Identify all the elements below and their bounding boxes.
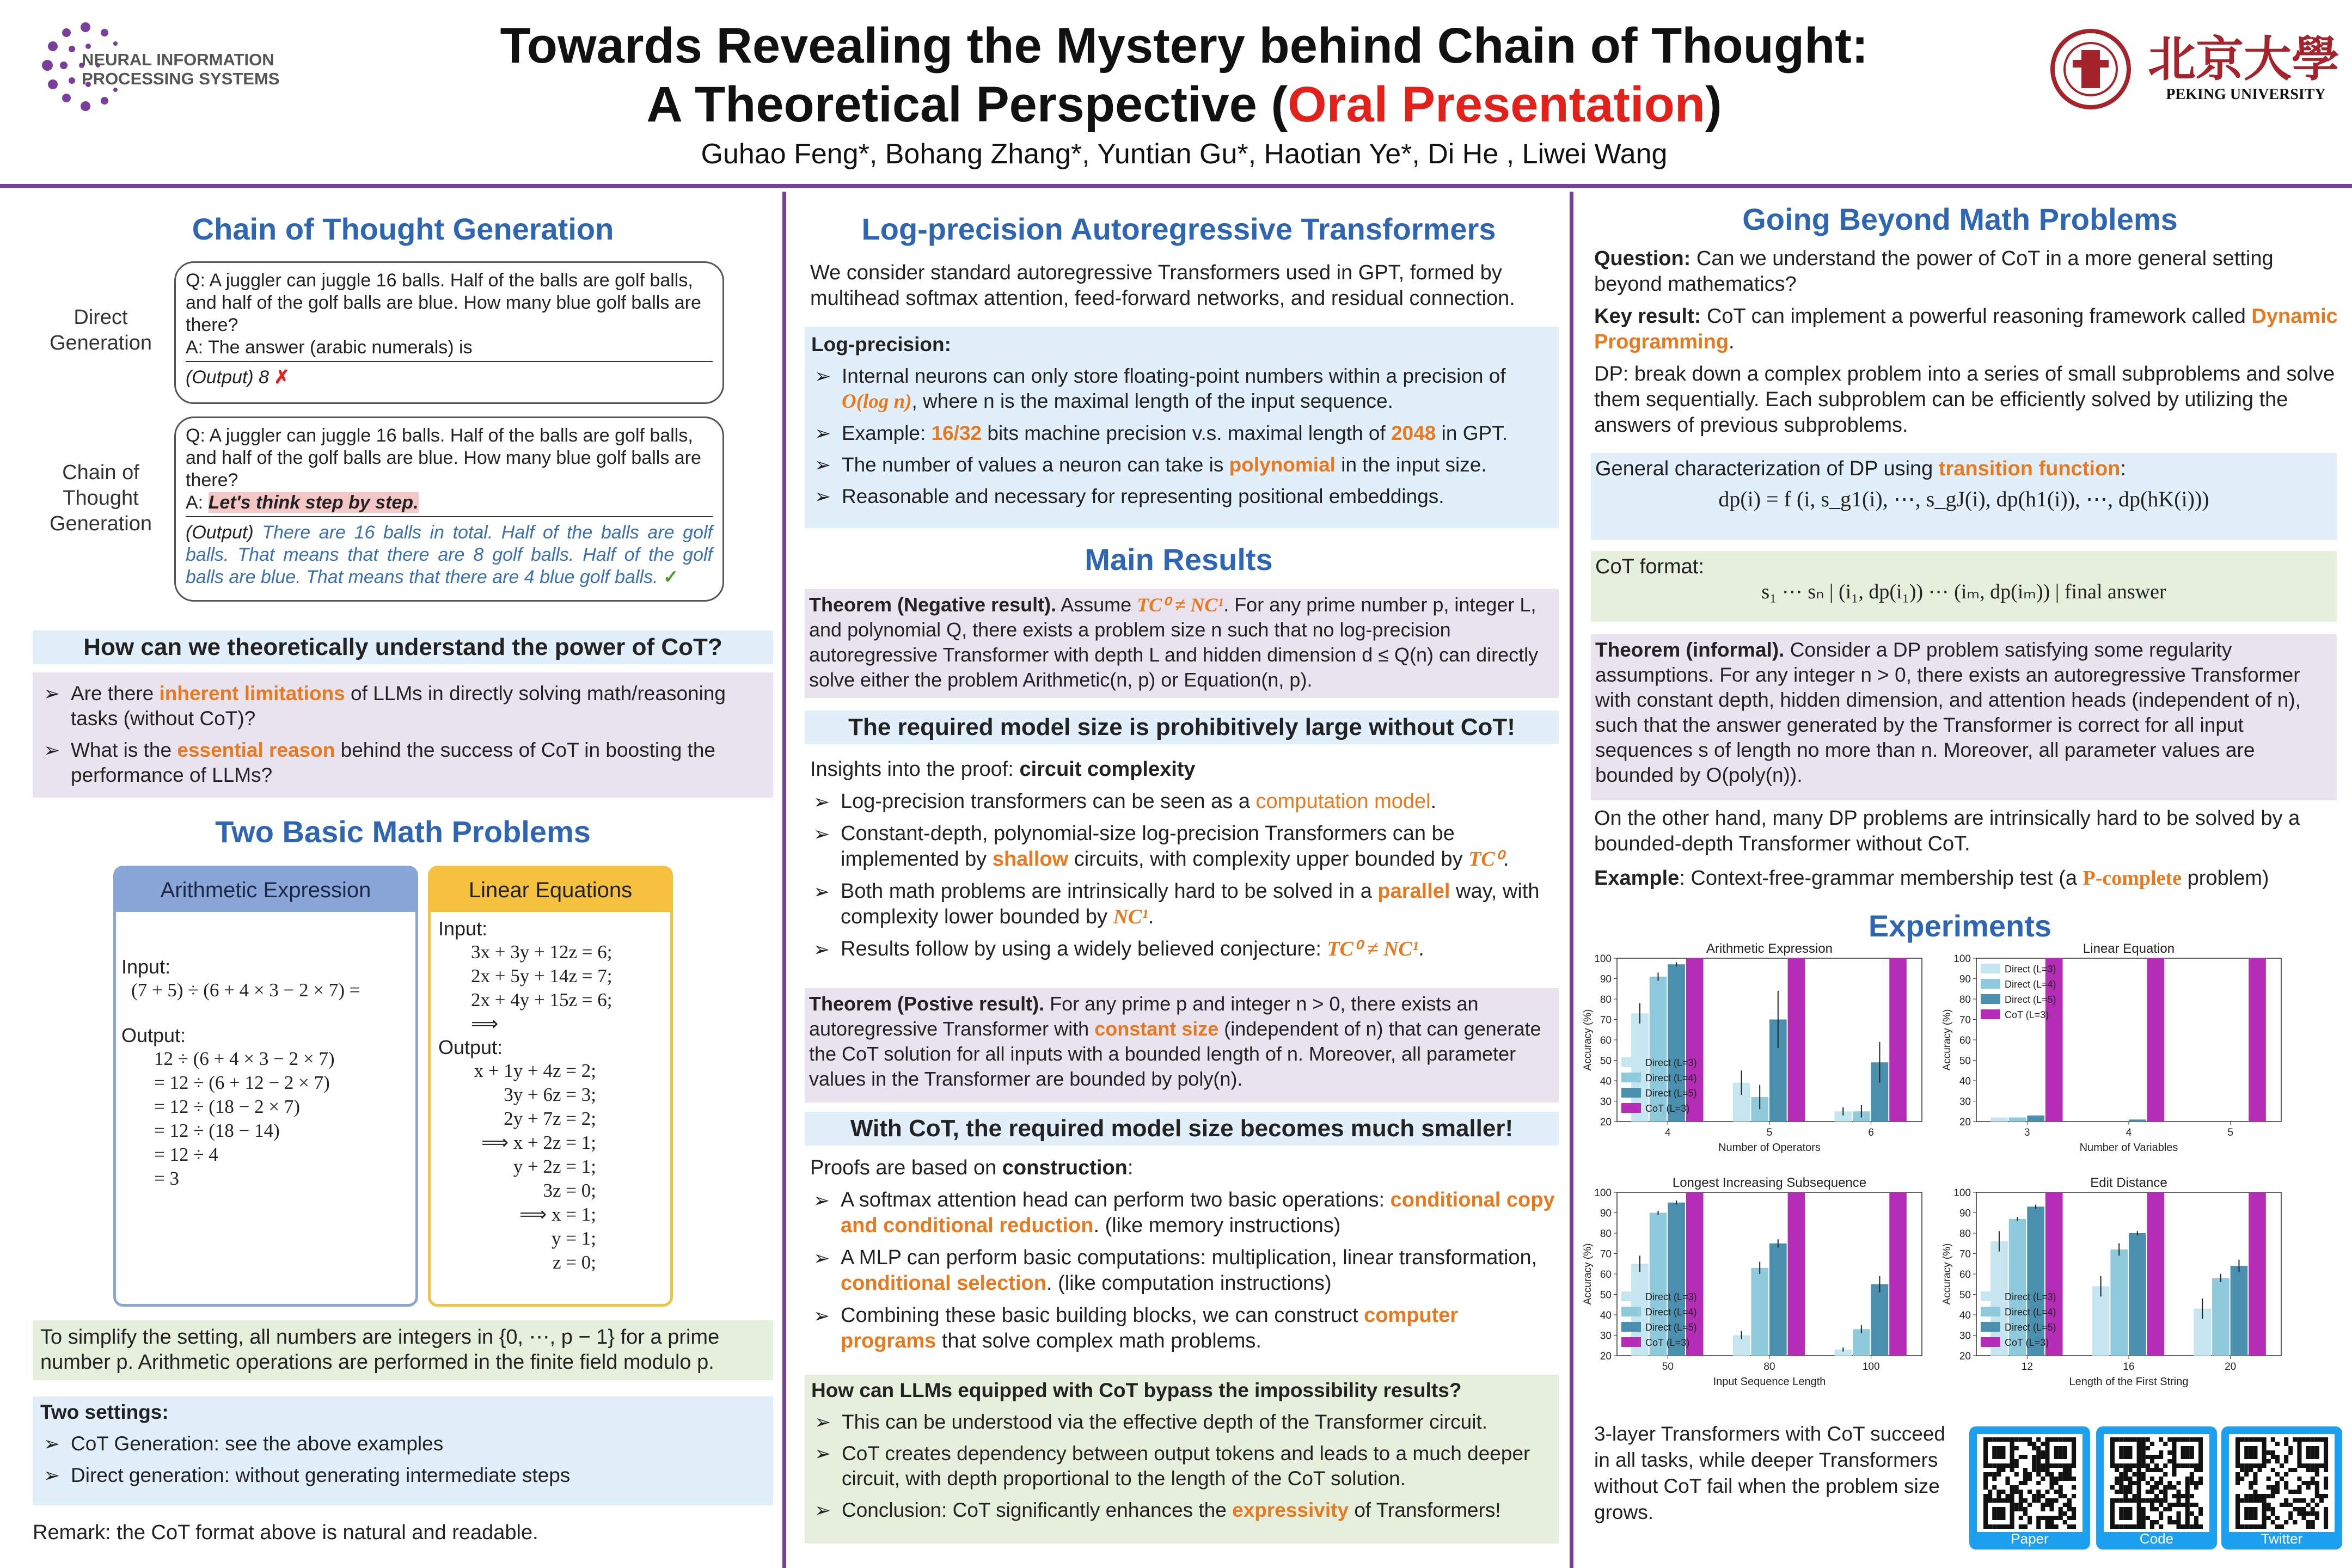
chart-arithmetic-expression <box>1579 942 1960 1171</box>
cot-generation-label: Chain of Thought Generation <box>49 461 152 535</box>
qr-code-icon <box>1977 1434 2082 1532</box>
log-precision-box <box>805 327 1559 528</box>
chart-title: Linear Equation <box>2082 942 2175 956</box>
bar <box>2147 1192 2165 1356</box>
y-tick-label: 20 <box>1600 1351 1612 1362</box>
x-axis-label: Number of Operators <box>1718 1142 1821 1154</box>
y-tick-label: 30 <box>1959 1096 1971 1108</box>
bar <box>2027 1206 2044 1356</box>
bar <box>2129 1233 2146 1356</box>
transition-function-box: General characterization of DP using transition function: dp(i) = f (i, s_g1(i), ⋯, s_gJ(i), dp(h1(i)), ⋯, dp(hK(i))) <box>1591 453 2337 540</box>
chart-longest-increasing-subsequence <box>1579 1176 1960 1405</box>
experiments-summary: 3-layer Transformers with CoT succeed in all tasks, while deeper Transformers without CoT fail when the problem size grows. <box>1594 1423 1945 1523</box>
lets-think-highlight: Let's think step by step. <box>208 492 419 513</box>
y-tick-label: 20 <box>1600 1117 1612 1128</box>
qr-code-icon <box>2104 1434 2209 1532</box>
remark: Remark: the CoT format above is natural and readable. <box>33 1521 538 1544</box>
x-axis-label: Length of the First String <box>2069 1376 2189 1388</box>
list-item: ➢ Direct generation: without generating intermediate steps <box>40 1463 765 1488</box>
cot-format-box: CoT format: s₁ ⋯ sₙ | (i₁, dp(i₁)) ⋯ (iₘ, dp(iₘ)) | final answer <box>1591 551 2337 622</box>
how-understand-box <box>33 672 773 798</box>
x-tick-label: 5 <box>1766 1127 1773 1138</box>
legend-label: Direct (L=3) <box>1645 1291 1697 1302</box>
qr-code-repo[interactable]: Code <box>2096 1426 2217 1549</box>
cot-question: Q: A juggler can juggle 16 balls. Half of the balls are golf balls, and half of the golf balls are blue. How many blue golf balls are there? <box>186 425 701 491</box>
x-tick-label: 5 <box>2227 1127 2233 1138</box>
column-divider-1 <box>782 192 786 1568</box>
cot-answer-prompt: A: Let's think step by step. <box>186 492 713 517</box>
list-item: ➢ Both math problems are intrinsically hard to be solved in a parallel way, with complexity lower bounded by NC¹. <box>810 879 1556 930</box>
y-tick-label: 60 <box>1959 1035 1971 1046</box>
y-tick-label: 20 <box>1959 1117 1971 1128</box>
cot-generation-box <box>174 416 724 602</box>
y-tick-label: 50 <box>1600 1289 1612 1301</box>
list-item: ➢ The number of values a neuron can take is polynomial in the input size. <box>811 452 1552 477</box>
bar <box>2147 958 2165 1122</box>
y-tick-label: 40 <box>1600 1076 1612 1087</box>
dp-hard-note: On the other hand, many DP problems are intrinsically hard to be solved by a bounded-depth Transformer without CoT. <box>1594 807 2300 855</box>
y-axis-label: Accuracy (%) <box>1941 1009 1953 1071</box>
y-tick-label: 90 <box>1600 1208 1612 1220</box>
y-tick-label: 80 <box>1959 1228 1971 1240</box>
two-settings-box <box>33 1396 773 1505</box>
bar <box>2231 1266 2248 1356</box>
legend-swatch <box>1981 1322 2000 1332</box>
beyond-math-title: Going Beyond Math Problems <box>1742 202 2178 236</box>
legend-swatch <box>1981 1291 2000 1301</box>
qr-paper[interactable]: Paper <box>1969 1426 2090 1549</box>
bypass-box <box>805 1375 1559 1543</box>
y-tick-label: 80 <box>1600 994 1612 1006</box>
legend-label: Direct (L=4) <box>1645 1307 1697 1318</box>
how-understand-heading: How can we theoretically understand the power of CoT? <box>33 630 773 664</box>
bar <box>2249 958 2266 1122</box>
chart-title: Edit Distance <box>2090 1176 2167 1190</box>
poster-header <box>0 0 2352 188</box>
legend-label: CoT (L=3) <box>2005 1337 2049 1348</box>
qr-code-icon <box>2229 1434 2335 1532</box>
proofs-box: Proofs are based on construction: ➢ A softmax attention head can perform two basic operations: conditional copy and conditional reduction. (like memory instructions) ➢ A MLP can perform basic computations: multiplication, linear transformation, conditional selection. (like computation instructions) ➢ Combining these basic building blocks, we can construct computer programs that solve complex math problems. <box>810 1155 1556 1354</box>
much-smaller-heading: With CoT, the required model size becomes much smaller! <box>805 1112 1559 1146</box>
x-tick-label: 4 <box>1665 1127 1671 1138</box>
title-line-2: A Theoretical Perspective (Oral Presentation) <box>646 77 1722 132</box>
peking-university-seal-icon <box>2050 28 2132 110</box>
bar <box>1889 1192 1907 1356</box>
x-axis-label: Number of Variables <box>2079 1142 2178 1154</box>
x-tick-label: 3 <box>2024 1127 2030 1138</box>
legend-swatch <box>1621 1103 1641 1113</box>
y-tick-label: 100 <box>1953 1187 1971 1199</box>
chart-linear-equation <box>1938 942 2319 1171</box>
negative-theorem-box: Theorem (Negative result). Assume TC⁰ ≠ NC¹. For any prime number p, integer L, and polynomial Q, there exists a problem size n such that no log-precision autoregressive Transformer with depth L and hidden dimension d ≤ Q(n) can directly solve either the problem Arithmetic(n, p) or Equation(n, p). <box>805 589 1559 698</box>
log-precision-title: Log-precision Autoregressive Transformers <box>861 212 1496 246</box>
legend-label: Direct (L=5) <box>1645 1322 1697 1333</box>
legend-label: CoT (L=3) <box>1645 1337 1690 1348</box>
experiments-title: Experiments <box>1868 909 2052 943</box>
bypass-title: How can LLMs equipped with CoT bypass the impossibility results? <box>811 1379 1462 1401</box>
oral-presentation-label: Oral Presentation <box>1288 77 1705 132</box>
legend-swatch <box>1981 964 2000 973</box>
legend-label: CoT (L=3) <box>2005 1009 2049 1020</box>
legend-swatch <box>1621 1088 1641 1098</box>
linear-content: Input: 3x + 3y + 12z = 6; 2x + 5y + 14z = 7; 2x + 4y + 15z = 6; ⟹ Output: x + 1y + 4z = 2; 3y + 6z = 3; 2y + 7z = 2; ⟹ x + 2z = 1; y + 2z = 1; 3z = 0; ⟹ x = 1; y = 1; z = 0; <box>431 912 670 1275</box>
list-item: ➢ Conclusion: CoT significantly enhances the expressivity of Transformers! <box>811 1498 1552 1523</box>
bar <box>1889 958 1907 1122</box>
bar <box>2027 1116 2044 1122</box>
legend-label: Direct (L=3) <box>2005 964 2056 975</box>
check-icon: ✓ <box>663 567 679 587</box>
y-tick-label: 30 <box>1600 1330 1612 1342</box>
bar <box>1788 958 1805 1122</box>
y-tick-label: 90 <box>1959 973 1971 985</box>
direct-answer-prompt: A: The answer (arabic numerals) is <box>186 336 713 362</box>
direct-question: Q: A juggler can juggle 16 balls. Half of the balls are golf balls, and half of the golf balls are blue. How many blue golf balls are there? <box>186 270 701 335</box>
list-item: ➢ What is the essential reason behind the success of CoT in boosting the performance of LLMs? <box>40 738 765 788</box>
legend-label: Direct (L=5) <box>2005 1322 2056 1333</box>
title-line-1: Towards Revealing the Mystery behind Chain of Thought: <box>500 18 1869 74</box>
list-item: ➢ CoT Generation: see the above examples <box>40 1431 765 1456</box>
y-tick-label: 30 <box>1600 1096 1612 1108</box>
x-tick-label: 50 <box>1662 1361 1674 1373</box>
y-tick-label: 100 <box>1594 953 1612 965</box>
list-item: ➢ Example: 16/32 bits machine precision v.s. maximal length of 2048 in GPT. <box>811 421 1552 446</box>
y-tick-label: 70 <box>1600 1248 1612 1260</box>
y-tick-label: 70 <box>1959 1014 1971 1026</box>
legend-label: CoT (L=3) <box>1645 1103 1690 1114</box>
cross-icon: ✗ <box>274 367 290 388</box>
y-tick-label: 40 <box>1959 1076 1971 1087</box>
bar <box>2129 1119 2146 1122</box>
linear-equations-box <box>428 866 673 1307</box>
list-item: ➢ Results follow by using a widely believed conjecture: TC⁰ ≠ NC¹. <box>810 936 1556 962</box>
arithmetic-content: Input: (7 + 5) ÷ (6 + 4 × 3 − 2 × 7) = Output: 12 ÷ (6 + 4 × 3 − 2 × 7) = 12 ÷ (6 + 12 − 2 × 7) = 12 ÷ (18 − 2 × 7) = 12 ÷ (18 − 14) = 12 ÷ 4 = 3 <box>116 912 415 1191</box>
bar <box>2212 1278 2230 1356</box>
x-axis-label: Input Sequence Length <box>1713 1376 1826 1388</box>
legend-label: Direct (L=5) <box>1645 1088 1697 1099</box>
chart-edit-distance <box>1938 1176 2319 1405</box>
qr-twitter[interactable]: Twitter <box>2221 1426 2342 1549</box>
legend-label: Direct (L=4) <box>2005 1307 2056 1318</box>
legend-label: Direct (L=4) <box>2005 979 2056 990</box>
direct-generation-label: Direct Generation <box>49 306 152 354</box>
list-item: ➢ A softmax attention head can perform two basic operations: conditional copy and conditional reduction. (like memory instructions) <box>810 1187 1556 1239</box>
positive-theorem-box: Theorem (Postive result). For any prime p and integer n > 0, there exists an autoregressive Transformer with constant size (independent of n) that can generate the CoT solution for all inputs with a bounded length of n. Moreover, all parameter values in the Transformer are bounded by poly(n). <box>805 988 1559 1102</box>
y-axis-label: Accuracy (%) <box>1582 1009 1594 1071</box>
y-tick-label: 40 <box>1959 1310 1971 1321</box>
bar <box>2092 1287 2110 1356</box>
cot-format-formula: s₁ ⋯ sₙ | (i₁, dp(i₁)) ⋯ (iₘ, dp(iₘ)) | final answer <box>1761 580 2166 603</box>
x-tick-label: 80 <box>1763 1361 1775 1373</box>
legend-swatch <box>1621 1057 1641 1067</box>
bar <box>2009 1219 2026 1356</box>
log-precision-intro: We consider standard autoregressive Transformers used in GPT, formed by multihead softmax attention, feed-forward networks, and residual connection. <box>810 261 1515 310</box>
x-tick-label: 16 <box>2123 1361 2135 1373</box>
list-item: ➢ CoT creates dependency between output tokens and leads to a much deeper circuit, with depth proportional to the length of the CoT solution. <box>811 1441 1552 1491</box>
two-problems-title: Two Basic Math Problems <box>215 814 591 849</box>
y-axis-label: Accuracy (%) <box>1582 1243 1594 1305</box>
legend-swatch <box>1621 1073 1641 1082</box>
linear-equations-header: Linear Equations <box>431 868 670 912</box>
main-results-title: Main Results <box>1085 542 1273 577</box>
x-tick-label: 20 <box>2225 1361 2237 1373</box>
legend-swatch <box>1981 994 2000 1004</box>
log-precision-box-title: Log-precision: <box>811 333 951 356</box>
peking-university-chinese: 北京大學 <box>2148 30 2340 87</box>
legend-swatch <box>1621 1291 1641 1301</box>
y-tick-label: 70 <box>1600 1014 1612 1026</box>
bar <box>1751 1268 1768 1356</box>
y-tick-label: 80 <box>1959 994 1971 1006</box>
two-settings-title: Two settings: <box>40 1401 169 1423</box>
y-tick-label: 60 <box>1600 1035 1612 1046</box>
legend-swatch <box>1981 1307 2000 1316</box>
y-tick-label: 80 <box>1600 1228 1612 1240</box>
direct-output: (Output) 8 ✗ <box>186 367 290 388</box>
y-tick-label: 70 <box>1959 1248 1971 1260</box>
beyond-intro: Question: Can we understand the power of CoT in a more general setting beyond mathematics? Key result: CoT can implement a powerful reasoning framework called Dynamic Programming. DP: break down a complex problem into a series of small subproblems and solve them sequentially. Each subproblem can be efficiently solved by utilizing the answers of previous subproblems. <box>1594 246 2345 438</box>
legend-swatch <box>1621 1307 1641 1316</box>
legend-swatch <box>1981 1009 2000 1019</box>
bar <box>2009 1118 2026 1122</box>
list-item: ➢ Constant-depth, polynomial-size log-precision Transformers can be implemented by shallow circuits, with complexity upper bounded by TC⁰. <box>810 821 1556 872</box>
legend-swatch <box>1981 979 2000 989</box>
list-item: ➢ Internal neurons can only store floating-point numbers within a precision of O(log n), where n is the maximal length of the input sequence. <box>811 364 1552 414</box>
chart-title: Arithmetic Expression <box>1706 942 1833 956</box>
arithmetic-expression-box <box>113 866 418 1307</box>
y-tick-label: 60 <box>1600 1269 1612 1281</box>
linear-input: 3x + 3y + 12z = 6; 2x + 5y + 14z = 7; 2x + 4y + 15z = 6; ⟹ <box>471 941 612 1034</box>
dp-theorem-box: Theorem (informal). Consider a DP problem satisfying some regularity assumptions. For any integer n > 0, there exists an autoregressive Transformer with constant depth, hidden dimension, and attention heads (independent of n), such that the answer generated by the Transformer is correct for all input sequences s of length no more than n. Moreover, all parameter values are bounded by O(poly(n)). <box>1591 634 2337 800</box>
arithmetic-input: (7 + 5) ÷ (6 + 4 × 3 − 2 × 7) = <box>131 979 360 1001</box>
y-tick-label: 50 <box>1600 1055 1612 1067</box>
y-axis-label: Accuracy (%) <box>1941 1243 1953 1305</box>
bar <box>1650 977 1667 1122</box>
y-tick-label: 50 <box>1959 1289 1971 1301</box>
x-tick-label: 12 <box>2021 1361 2033 1373</box>
direct-generation-box <box>174 261 724 404</box>
y-tick-label: 90 <box>1600 973 1612 985</box>
legend-label: Direct (L=4) <box>1645 1073 1697 1083</box>
poster-title <box>381 16 1987 134</box>
bar <box>1788 1192 1805 1356</box>
y-tick-label: 50 <box>1959 1055 1971 1067</box>
simplify-note: To simplify the setting, all numbers are integers in {0, ⋯, p − 1} for a prime number p. Arithmetic operations are performed in the finite field modulo p. <box>33 1320 773 1380</box>
legend-swatch <box>1981 1337 2000 1347</box>
bar <box>1769 1244 1787 1356</box>
list-item: ➢ Combining these basic building blocks, we can construct computer programs that solve complex math problems. <box>810 1303 1556 1354</box>
linear-output: x + 1y + 4z = 2; 3y + 6z = 3; 2y + 7z = 2; ⟹ x + 2z = 1; y + 2z = 1; 3z = 0; ⟹ x = 1; y = 1; z = 0; <box>474 1060 596 1273</box>
legend-swatch <box>1621 1337 1641 1347</box>
authors: Guhao Feng*, Bohang Zhang*, Yuntian Gu*, Haotian Ye*, Di He , Liwei Wang <box>701 138 1668 170</box>
legend-label: Direct (L=5) <box>2005 994 2056 1005</box>
x-tick-label: 4 <box>2126 1127 2132 1138</box>
bar <box>1871 1284 1889 1356</box>
cot-output: (Output) There are 16 balls in total. Half of the balls are golf balls. That means that there are 8 golf balls. Half of the golf balls are blue. That means that there are 4 blue golf balls. ✓ <box>186 522 713 587</box>
y-tick-label: 100 <box>1953 953 1971 965</box>
neurips-logo-text: NEURAL INFORMATION PROCESSING SYSTEMS <box>82 50 280 88</box>
y-tick-label: 20 <box>1959 1351 1971 1362</box>
x-tick-label: 100 <box>1862 1361 1880 1373</box>
cot-generation-title: Chain of Thought Generation <box>192 212 614 246</box>
column-divider-2 <box>1570 192 1573 1568</box>
insights-box: Insights into the proof: circuit complexity ➢ Log-precision transformers can be seen as a computation model. ➢ Constant-depth, polynomial-size log-precision Transformers can be implemented by shallow circuits, with complexity upper bounded by TC⁰. ➢ Both math problems are intrinsically hard to be solved in a parallel way, with complexity lower bounded by NC¹. ➢ Results follow by using a widely believed conjecture: TC⁰ ≠ NC¹. <box>810 757 1556 962</box>
bar <box>2249 1192 2266 1356</box>
peking-university-english: PEKING UNIVERSITY <box>2166 86 2326 103</box>
bar <box>2110 1250 2128 1356</box>
y-tick-label: 40 <box>1600 1310 1612 1321</box>
arithmetic-expression-header: Arithmetic Expression <box>116 868 415 912</box>
bar <box>1650 1213 1667 1356</box>
y-tick-label: 30 <box>1959 1330 1971 1342</box>
dp-formula: dp(i) = f (i, s_g1(i), ⋯, s_gJ(i), dp(h1(i)), ⋯, dp(hK(i))) <box>1718 487 2209 511</box>
arithmetic-output: 12 ÷ (6 + 4 × 3 − 2 × 7) = 12 ÷ (6 + 12 − 2 × 7) = 12 ÷ (18 − 2 × 7) = 12 ÷ (18 − 14) = 12 ÷ 4 = 3 <box>154 1048 335 1189</box>
list-item: ➢ Log-precision transformers can be seen as a computation model. <box>810 789 1556 814</box>
list-item: ➢ This can be understood via the effective depth of the Transformer circuit. <box>811 1410 1552 1435</box>
chart-title: Longest Increasing Subsequence <box>1672 1176 1867 1190</box>
list-item: ➢ Are there inherent limitations of LLMs in directly solving math/reasoning tasks (without CoT)? <box>40 681 765 731</box>
legend-swatch <box>1621 1322 1641 1332</box>
prohibitively-large-heading: The required model size is prohibitively large without CoT! <box>805 710 1559 744</box>
cfg-example: Example: Context-free-grammar membership test (a P-complete problem) <box>1594 867 2269 890</box>
dp-description: DP: break down a complex problem into a series of small subproblems and solve them sequentially. Each subproblem can be efficiently solved by utilizing the answers of previous subproblems. <box>1594 363 2335 437</box>
legend-label: Direct (L=3) <box>1645 1057 1697 1068</box>
legend-label: Direct (L=3) <box>2005 1291 2056 1302</box>
list-item: ➢ A MLP can perform basic computations: multiplication, linear transformation, conditional selection. (like computation instructions) <box>810 1245 1556 1296</box>
list-item: ➢ Reasonable and necessary for representing positional embeddings. <box>811 484 1552 509</box>
x-tick-label: 6 <box>1868 1127 1874 1138</box>
y-tick-label: 90 <box>1959 1208 1971 1220</box>
y-tick-label: 60 <box>1959 1269 1971 1281</box>
y-tick-label: 100 <box>1594 1187 1612 1199</box>
bar <box>1990 1118 2008 1122</box>
